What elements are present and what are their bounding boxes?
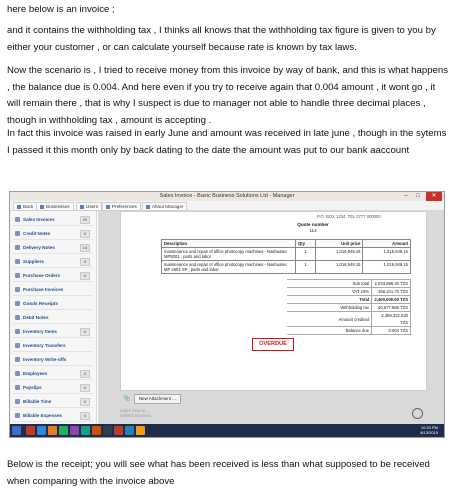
module-icon: [15, 329, 20, 334]
count-badge: 0: [80, 398, 90, 406]
count-badge: 14: [80, 244, 90, 252]
sidebar-item[interactable]: [13, 312, 93, 324]
sidebar: [10, 211, 97, 424]
taskbar-app-icon[interactable]: [125, 426, 134, 435]
taskbar-app-icon[interactable]: [37, 426, 46, 435]
globe-icon[interactable]: [412, 408, 423, 419]
sidebar-item-label: Inventory Write-offs: [23, 357, 67, 362]
line-description: maintenance and repair of office photocopy machines - Nashuatec MP 2501 SP , parts and labor: [162, 261, 296, 274]
sidebar-item-label: Debit Notes: [23, 315, 49, 320]
preferences-button[interactable]: [102, 202, 141, 211]
line-unit-price: 1,016,949.15: [316, 248, 363, 261]
users-icon: [80, 205, 84, 209]
totals-table: [287, 279, 411, 335]
post-paragraph-2: and it contains the withholding tax , I thinks all knows that the withholding tax figure is given to you by either your customer , or can calculate yourself because rate is known by tax laws.: [7, 25, 436, 53]
company-header: P.O. BOX 1234, TEL 0777 000000: [317, 214, 381, 219]
sidebar-item[interactable]: [13, 354, 93, 366]
sidebar-item[interactable]: [13, 382, 93, 394]
module-icon: [15, 399, 20, 404]
module-icon: [15, 273, 20, 278]
window-title: Sales Invoice - Basic Business Solutions Ltd - Manager: [10, 192, 444, 201]
sidebar-item[interactable]: [13, 396, 93, 408]
taskbar-app-icon[interactable]: [114, 426, 123, 435]
menu-bar: [10, 201, 444, 211]
module-icon: [15, 315, 20, 320]
sidebar-item[interactable]: [13, 242, 93, 254]
learn-how-link[interactable]: Learn how to ...: [120, 408, 151, 413]
totals-value: 2,033,898.30 TZS: [372, 280, 411, 288]
totals-value: 40,677.966 TZS: [372, 304, 411, 312]
sidebar-item-label: Employees: [23, 371, 48, 376]
businesses-button[interactable]: [36, 202, 74, 211]
embedded-screenshot: [9, 191, 445, 438]
paperclip-icon: 📎: [123, 396, 131, 402]
count-badge: 29: [80, 216, 90, 224]
info-icon: [146, 205, 150, 209]
module-icon: [15, 357, 20, 362]
totals-row: [287, 312, 411, 327]
preferences-label: Preferences: [112, 204, 137, 209]
line-qty: 1: [295, 261, 315, 274]
about-label: About Manager: [152, 204, 184, 209]
submit-invoices-link[interactable]: Submit Invoices: [120, 413, 151, 418]
module-icon: [15, 287, 20, 292]
line-amount: 1,016,949.15: [363, 261, 411, 274]
sidebar-item-label: Delivery Notes: [23, 245, 55, 250]
businesses-icon: [40, 205, 44, 209]
line-qty: 1: [295, 248, 315, 261]
taskbar-app-icon[interactable]: [92, 426, 101, 435]
module-icon: [15, 371, 20, 376]
taskbar-app-icon[interactable]: [136, 426, 145, 435]
post-paragraph-1: here below is an invoice ;: [7, 4, 115, 15]
totals-value: 2,359,322.030 TZS: [372, 312, 411, 327]
windows-taskbar: [10, 424, 444, 437]
sidebar-item[interactable]: [13, 326, 93, 338]
back-icon: [17, 205, 21, 209]
back-label: Back: [23, 204, 34, 209]
sidebar-item-label: Sales Invoices: [23, 217, 55, 222]
clock-time: 10:33 PM: [420, 425, 438, 430]
quote-number-label: Quote number: [297, 222, 329, 227]
back-button[interactable]: [13, 202, 37, 211]
totals-label: Total: [287, 296, 372, 304]
col-unit-price: Unit price: [316, 240, 363, 248]
sidebar-item[interactable]: [13, 270, 93, 282]
sidebar-item-label: Credit Notes: [23, 231, 51, 236]
businesses-label: Businesses: [46, 204, 70, 209]
start-button[interactable]: [12, 426, 21, 435]
taskbar-app-icon[interactable]: [48, 426, 57, 435]
sidebar-item-label: Inventory Transfers: [23, 343, 66, 348]
clock-date: 8/13/2015: [420, 430, 438, 435]
count-badge: 0: [80, 370, 90, 378]
close-button[interactable]: ✕: [426, 192, 442, 201]
post-paragraph-4: In fact this invoice was raised in early June and amount was received in late june , though in the sytems I passed it this month only by back dating to the date the amount was put to our bank aaccount: [7, 128, 447, 156]
invoice-document: [120, 211, 427, 391]
sidebar-item-label: Suppliers: [23, 259, 44, 264]
count-badge: 9: [80, 258, 90, 266]
totals-value: 0.004 TZS: [372, 327, 411, 335]
totals-value: 366,101.70 TZS: [372, 288, 411, 296]
taskbar-clock[interactable]: [420, 425, 438, 435]
sidebar-item-label: Inventory Items: [23, 329, 57, 334]
preferences-icon: [106, 205, 110, 209]
invoice-lines-table: [161, 239, 411, 274]
module-icon: [15, 343, 20, 348]
maximize-button[interactable]: □: [416, 193, 420, 199]
sidebar-item[interactable]: [13, 214, 93, 226]
col-description: Description: [162, 240, 296, 248]
count-badge: 0: [80, 272, 90, 280]
line-description: maintenance and repair of office photocopy machines - Nashuatec MP5001 , parts and labor: [162, 248, 296, 261]
module-icon: [15, 385, 20, 390]
quote-number-value: 114: [309, 228, 317, 233]
module-icon: [15, 259, 20, 264]
totals-row: [287, 296, 411, 304]
sidebar-item-label: Goods Receipts: [23, 301, 58, 306]
sidebar-item[interactable]: [13, 410, 93, 422]
table-row: [162, 248, 411, 261]
count-badge: 0: [80, 230, 90, 238]
sidebar-item-label: Billable Expenses: [23, 413, 63, 418]
col-amount: Amount: [363, 240, 411, 248]
post-paragraph-3: Now the scenario is , I tried to receive money from this invoice by way of bank, and this is what happens , the balance due is 0.004. And here even if you try to receive again that 0.004 amount , it wont go , it will remain there , that is why I suspect is due to manager not able to handle three decimal places , though in withholding tax , amount is accepting .: [7, 65, 448, 126]
new-attachment-button[interactable]: New Attachment ...: [134, 394, 181, 404]
count-badge: 0: [80, 328, 90, 336]
line-amount: 1,016,949.15: [363, 248, 411, 261]
totals-label: Amount credited: [287, 312, 372, 327]
sidebar-item[interactable]: [13, 228, 93, 240]
table-row: [162, 261, 411, 274]
totals-label: Withholding tax: [287, 304, 372, 312]
col-qty: Qty: [295, 240, 315, 248]
totals-row: [287, 327, 411, 335]
sidebar-item-label: Payslips: [23, 385, 42, 390]
learn-how-links: [120, 408, 151, 418]
attachments-row: [120, 393, 425, 405]
sidebar-item-label: Purchase Invoices: [23, 287, 64, 292]
sidebar-item[interactable]: [13, 284, 93, 296]
module-icon: [15, 231, 20, 236]
sidebar-item[interactable]: [13, 368, 93, 380]
sidebar-item-label: Purchase Orders: [23, 273, 61, 278]
sidebar-item[interactable]: [13, 298, 93, 310]
taskbar-app-icon[interactable]: [70, 426, 79, 435]
users-button[interactable]: [76, 202, 102, 211]
sidebar-item[interactable]: [13, 256, 93, 268]
totals-row: [287, 280, 411, 288]
status-badge: OVERDUE: [252, 338, 294, 351]
sidebar-item-label: Billable Time: [23, 399, 52, 404]
count-badge: 0: [80, 412, 90, 420]
module-icon: [15, 301, 20, 306]
taskbar-app-icon[interactable]: [81, 426, 90, 435]
taskbar-app-icon[interactable]: [26, 426, 35, 435]
post-paragraph-5: Below is the receipt; you will see what has been received is less than what supposed to be received when comparing with the invoice above: [7, 459, 430, 487]
totals-row: [287, 288, 411, 296]
module-icon: [15, 413, 20, 418]
minimize-button[interactable]: –: [404, 193, 408, 199]
totals-label: Balance due: [287, 327, 372, 335]
about-button[interactable]: [142, 202, 187, 211]
totals-label: Sub total: [287, 280, 372, 288]
users-label: Users: [86, 204, 98, 209]
module-icon: [15, 217, 20, 222]
module-icon: [15, 245, 20, 250]
taskbar-app-icon[interactable]: [103, 426, 112, 435]
sidebar-item[interactable]: [13, 340, 93, 352]
count-badge: 0: [80, 384, 90, 392]
totals-value: 2,400,000.00 TZS: [372, 296, 411, 304]
totals-label: VAT 18%: [287, 288, 372, 296]
totals-row: [287, 304, 411, 312]
main-panel: [98, 211, 444, 424]
line-unit-price: 1,016,949.15: [316, 261, 363, 274]
taskbar-app-icon[interactable]: [59, 426, 68, 435]
